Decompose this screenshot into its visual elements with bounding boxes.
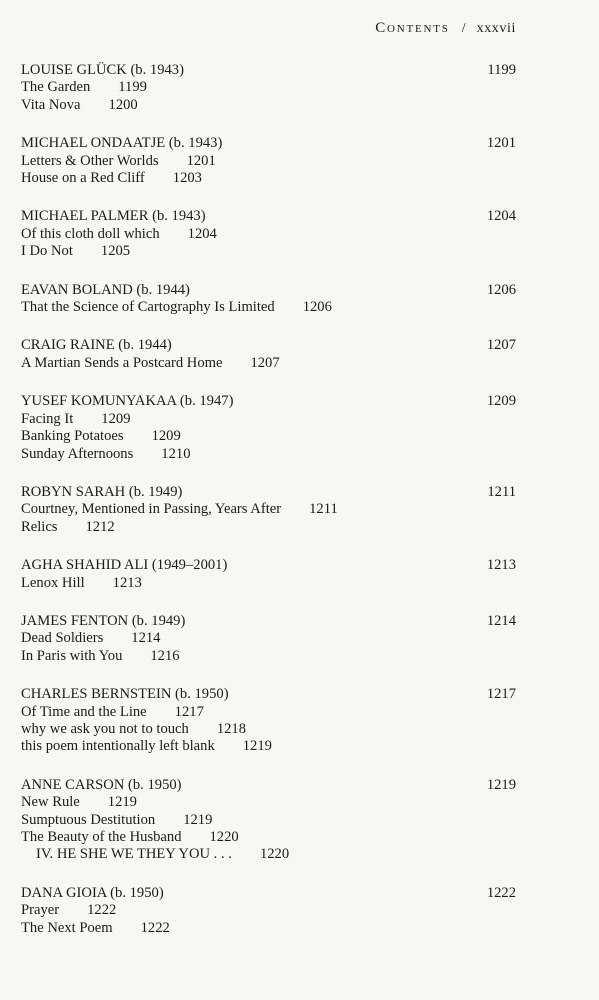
author-page-number: 1219 [486,776,516,793]
poem-page-number: 1214 [131,630,161,647]
poem-title: House on a Red Cliff [21,170,145,187]
author-heading [21,484,516,501]
poem-page-number: 1206 [302,299,332,316]
poem-page-number: 1222 [140,919,170,936]
poem-page-number: 1213 [112,574,142,591]
contents-entry [21,557,516,592]
poem-title: The Garden [21,79,91,96]
contents-entry [21,885,516,937]
poem-entry [21,97,516,114]
poem-title: Of Time and the Line [21,703,147,720]
running-head [375,20,516,37]
poem-title: I Do Not [21,243,73,260]
author-name: DANA GIOIA (b. 1950) [21,884,164,901]
contents-entry [21,208,516,260]
poem-page-number: 1211 [309,501,338,518]
poem-page-number: 1220 [259,846,290,863]
poem-entry [21,355,516,372]
poem-entry [21,575,516,592]
author-heading [21,282,516,299]
poem-title: That the Science of Cartography Is Limited [21,299,275,316]
poem-title: New Rule [21,794,80,811]
poem-title: Lenox Hill [21,574,85,591]
author-page-number: 1199 [487,62,516,78]
contents-entry [21,686,516,756]
poem-page-number: 1219 [183,811,213,828]
poem-title: Facing It [21,410,74,427]
poem-entry [21,812,516,829]
poem-entry [21,411,516,428]
poem-title: Letters & Other Worlds [21,152,159,169]
author-page-number: 1201 [486,135,516,152]
poem-entry [21,153,516,170]
poem-entry [21,170,516,187]
poem-entry [21,79,516,96]
poem-title: Sumptuous Destitution [21,811,156,828]
author-heading [21,686,516,703]
poem-title: Courtney, Mentioned in Passing, Years After [21,501,282,518]
poem-page-number: 1218 [216,720,246,737]
poem-page-number: 1203 [172,170,202,187]
author-page-number: 1217 [486,686,516,703]
author-heading [21,613,516,630]
author-heading [21,885,516,902]
poem-entry [21,794,516,811]
poem-title: In Paris with You [21,647,123,664]
author-heading [21,135,516,152]
author-page-number: 1214 [486,612,516,629]
author-name: MICHAEL ONDAATJE (b. 1943) [21,135,223,152]
author-page-number: 1213 [486,557,516,574]
poem-title: Dead Soldiers [21,630,104,647]
author-page-number: 1204 [486,208,516,225]
poem-page-number: 1219 [107,794,137,811]
author-heading [21,337,516,354]
poem-entry [21,299,516,316]
poem-page-number: 1209 [101,410,131,427]
contents-entry [21,135,516,187]
poem-title: A Martian Sends a Postcard Home [21,354,223,371]
poem-page-number: 1201 [186,152,216,169]
author-name: ANNE CARSON (b. 1950) [21,776,182,793]
poem-page-number: 1216 [150,647,180,664]
author-name: CHARLES BERNSTEIN (b. 1950) [21,686,229,703]
poem-title: Sunday Afternoons [21,445,134,462]
page-number: xxxvii [476,21,516,36]
poem-page-number: 1207 [250,354,280,371]
running-head-separator: / [461,21,466,36]
contents-entry [21,777,516,864]
poem-entry [21,428,516,445]
poem-entry [21,519,516,536]
contents-entry [21,337,516,372]
author-heading [21,557,516,574]
contents-entry [21,393,516,463]
poem-entry [21,846,516,863]
contents-entry [21,484,516,536]
poem-entry [21,738,516,755]
author-name: LOUISE GLÜCK (b. 1943) [21,62,184,78]
poem-entry [21,501,516,518]
author-heading [21,208,516,225]
author-page-number: 1211 [487,483,516,500]
contents-list [21,62,516,958]
author-name: JAMES FENTON (b. 1949) [21,612,186,629]
poem-page-number: 1200 [108,96,138,113]
poem-page-number: 1217 [174,703,204,720]
poem-entry [21,630,516,647]
poem-entry [21,829,516,846]
poem-entry [21,648,516,665]
author-name: AGHA SHAHID ALI (1949–2001) [21,557,228,574]
poem-title: The Beauty of the Husband [21,829,182,845]
poem-page-number: 1219 [242,738,272,755]
poem-title: Of this cloth doll which [21,225,160,242]
author-page-number: 1222 [486,884,516,901]
author-heading [21,62,516,79]
poem-title: Relics [21,518,58,535]
author-name: MICHAEL PALMER (b. 1943) [21,208,206,225]
poem-entry [21,721,516,738]
poem-page-number: 1199 [118,79,147,96]
poem-title: Vita Nova [21,96,81,113]
author-page-number: 1209 [486,393,516,410]
contents-entry [21,613,516,665]
poem-page-number: 1209 [151,428,181,445]
poem-title: IV. HE SHE WE THEY YOU . . . [36,846,232,863]
poem-entry [21,902,516,919]
poem-title: Prayer [21,902,60,919]
poem-page-number: 1220 [209,829,239,845]
poem-entry [21,446,516,463]
author-page-number: 1207 [486,337,516,354]
poem-title: this poem intentionally left blank [21,738,215,755]
author-name: CRAIG RAINE (b. 1944) [21,337,172,354]
poem-page-number: 1210 [161,445,191,462]
poem-title: The Next Poem [21,919,113,936]
contents-entry [21,62,516,114]
author-name: YUSEF KOMUNYAKAA (b. 1947) [21,393,234,410]
poem-page-number: 1222 [87,902,117,919]
author-name: EAVAN BOLAND (b. 1944) [21,281,190,298]
author-name: ROBYN SARAH (b. 1949) [21,483,183,500]
poem-entry [21,920,516,937]
author-heading [21,777,516,794]
poem-title: Banking Potatoes [21,428,124,445]
poem-entry [21,226,516,243]
poem-entry [21,243,516,260]
contents-entry [21,282,516,317]
poem-title: why we ask you not to touch [21,720,189,737]
poem-page-number: 1205 [100,243,131,260]
poem-entry [21,704,516,721]
author-heading [21,393,516,410]
poem-page-number: 1204 [187,225,217,242]
running-head-title: Contents [375,20,450,36]
poem-page-number: 1212 [85,518,115,535]
author-page-number: 1206 [486,281,516,298]
